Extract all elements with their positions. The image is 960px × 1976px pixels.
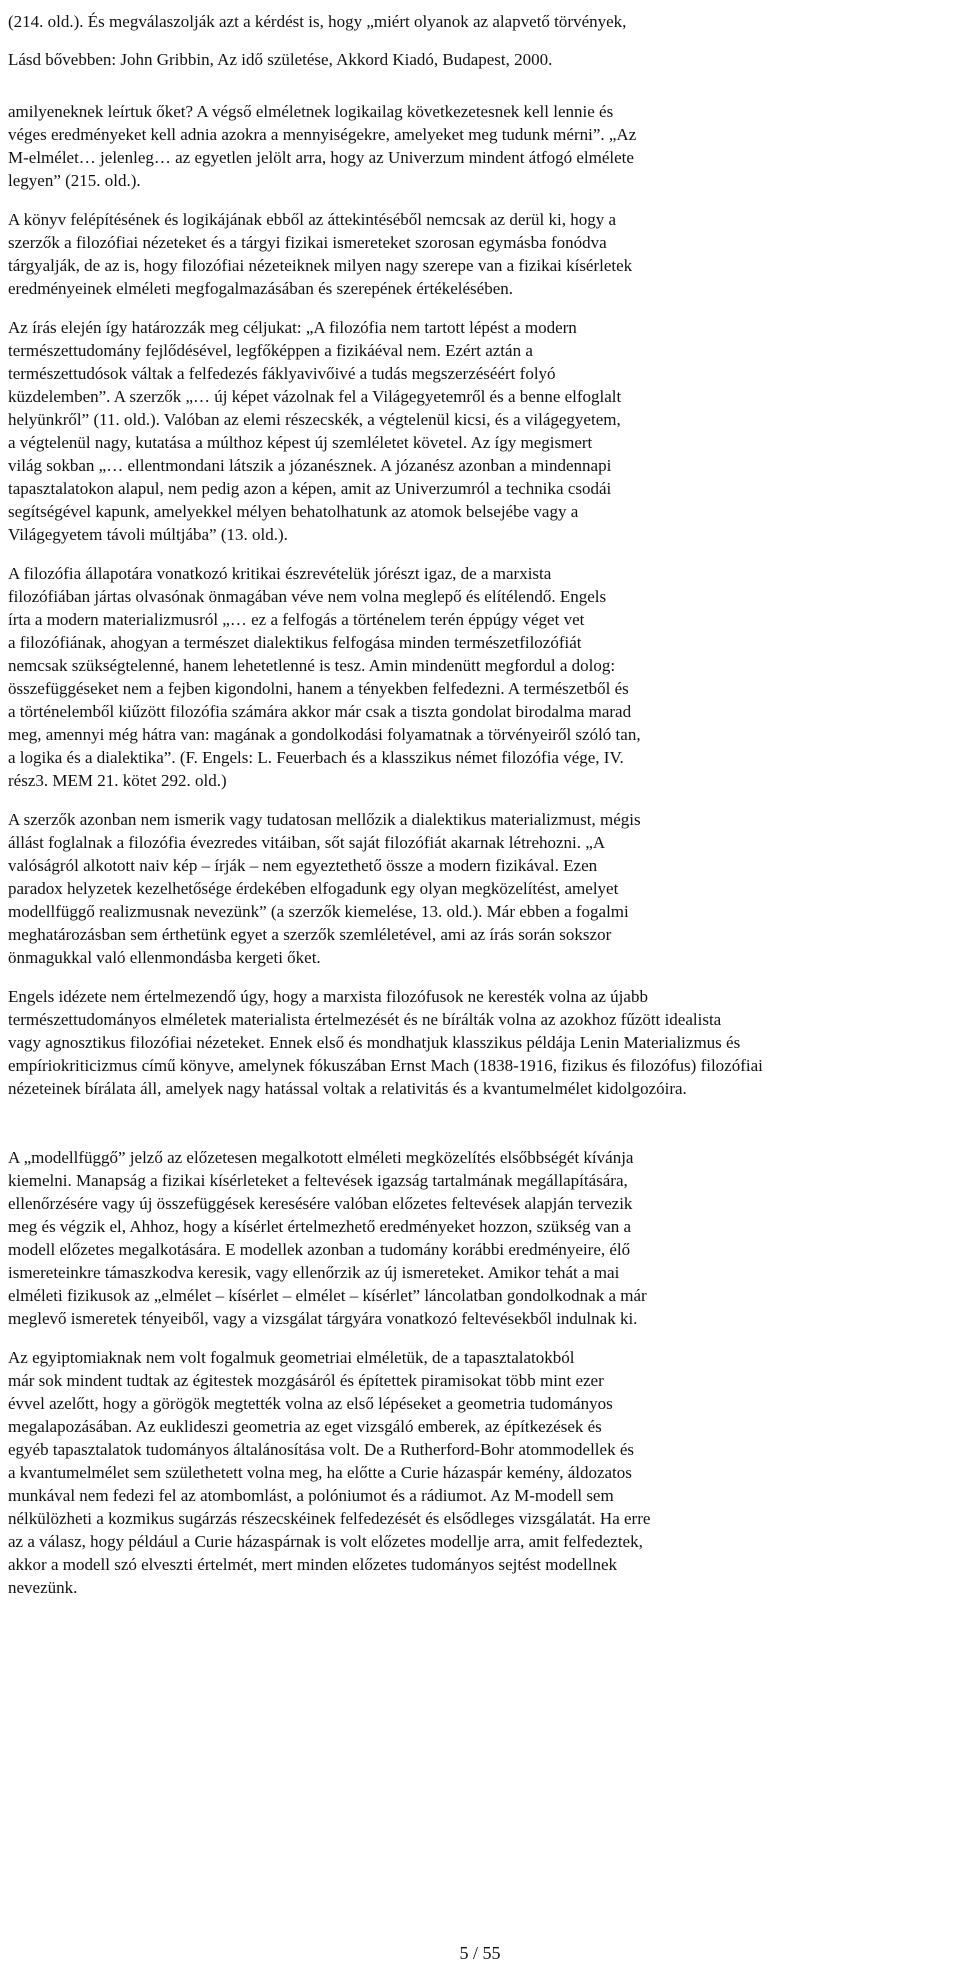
text-line: rész3. MEM 21. kötet 292. old.)	[8, 771, 227, 790]
text-line: összefüggéseket nem a fejben kigondolni, hanem a tényekben felfedezni. A természetből és	[8, 679, 629, 698]
text-line: legyen” (215. old.).	[8, 171, 141, 190]
text-line: megalapozásában. Az euklideszi geometria az eget vizsgáló emberek, az építkezések és	[8, 1417, 602, 1436]
text-line: Az írás elején így határozzák meg céljukat: „A filozófia nem tartott lépést a modern	[8, 318, 577, 337]
text-line: állást foglalnak a filozófia évezredes vitáiban, sőt saját filozófiát akarnak létrehozni. „A	[8, 833, 606, 852]
page-number: 5 / 55	[459, 1943, 501, 1963]
text-line: egyéb tapasztalatok tudományos általánosítása volt. De a Rutherford-Bohr atommodellek és	[8, 1440, 634, 1459]
text-line: már sok mindent tudtak az égitestek mozgásáról és építettek piramisokat több mint ezer	[8, 1371, 604, 1390]
text-line: A szerzők azonban nem ismerik vagy tudatosan mellőzik a dialektikus materializmust, mégis	[8, 810, 641, 829]
text-line: Lásd bővebben: John Gribbin, Az idő születése, Akkord Kiadó, Budapest, 2000.	[8, 50, 553, 69]
text-line: valóságról alkotott naiv kép – írják – nem egyeztethető össze a modern fizikával. Ezen	[8, 856, 598, 875]
text-line: amilyeneknek leírtuk őket? A végső elméletnek logikailag következetesnek kell lennie és	[8, 102, 614, 121]
text-line: M-elmélet… jelenleg… az egyetlen jelölt arra, hogy az Univerzum mindent átfogó elmélete	[8, 148, 634, 167]
text-line: vagy agnosztikus filozófiai nézeteket. Ennek első és mondhatjuk klasszikus példája Lenin Materializmus és	[8, 1033, 741, 1052]
text-line: A filozófia állapotára vonatkozó kritikai észrevételük jórészt igaz, de a marxista	[8, 564, 552, 583]
text-line: paradox helyzetek kezelhetősége érdekében elfogadunk egy olyan megközelítést, amelyet	[8, 879, 619, 898]
text-line: meg, amennyi még hátra van: magának a gondolkodási folyamatnak a törvényeiről szóló tan,	[8, 725, 641, 744]
text-line: meg és végzik el, Ahhoz, hogy a kísérlet értelmezhető eredményeket hozzon, szükség van a	[8, 1217, 632, 1236]
text-line: a történelemből kiűzött filozófia számára akkor már csak a tiszta gondolat birodalma marad	[8, 702, 632, 721]
text-line: a filozófiának, ahogyan a természet dialektikus felfogása minden természetfilozófiát	[8, 633, 582, 652]
text-line: világ sokban „… ellentmondani látszik a józanésznek. A józanész azonban a mindennapi	[8, 456, 612, 475]
text-line: nélkülözheti a kozmikus sugárzás részecskéinek felfedezését és elsődleges vizsgálatát. Ha erre	[8, 1509, 651, 1528]
text-line: küzdelemben”. A szerzők „… új képet vázolnak fel a Világegyetemről és a benne elfoglalt	[8, 387, 622, 406]
text-line: Az egyiptomiaknak nem volt fogalmuk geometriai elméletük, de a tapasztalatokból	[8, 1348, 575, 1367]
text-line: természettudományos elméletek materialista értelmezését és ne bírálták volna az azokhoz fűzött idealista	[8, 1010, 722, 1029]
text-line: a kvantumelmélet sem születhetett volna meg, ha előtte a Curie házaspár kemény, áldozatos	[8, 1463, 632, 1482]
text-line: a végtelenül nagy, kutatása a múlthoz képest új szemléletet követel. Az így megismert	[8, 433, 593, 452]
text-line: munkával nem fedezi fel az atombomlást, a polóniumot és a rádiumot. Az M-modell sem	[8, 1486, 614, 1505]
text-line: eredményeinek elméleti megfogalmazásában és szerepének értékelésében.	[8, 279, 514, 298]
text-line: meghatározásban sem érthetünk egyet a szerzők szemléletével, ami az írás során sokszor	[8, 925, 612, 944]
text-line: tapasztalatokon alapul, nem pedig azon a képen, amit az Univerzumról a technika csodái	[8, 479, 612, 498]
text-line: önmagukkal való ellenmondásba kergeti őket.	[8, 948, 321, 967]
text-line: akkor a modell szó elveszti értelmét, mert minden előzetes tudományos sejtést modellnek	[8, 1555, 617, 1574]
text-line: Engels idézete nem értelmezendő úgy, hogy a marxista filozófusok ne keresték volna az újabb	[8, 987, 648, 1006]
text-line: (214. old.). És megválaszolják azt a kérdést is, hogy „miért olyanok az alapvető törvények,	[8, 12, 627, 31]
text-line: tárgyalják, de az is, hogy filozófiai nézeteiknek milyen nagy szerepe van a fizikai kísérletek	[8, 256, 633, 275]
text-line: ismereteinkre támaszkodva keresik, vagy ellenőrzik az új ismereteket. Amikor tehát a mai	[8, 1263, 620, 1282]
text-line: Világegyetem távoli múltjába” (13. old.).	[8, 525, 288, 544]
text-line: természettudomány fejlődésével, legfőképpen a fizikáéval nem. Ezért aztán a	[8, 341, 533, 360]
text-line: véges eredményeket kell adnia azokra a mennyiségekre, amelyeket meg tudunk mérni”. „Az	[8, 125, 637, 144]
text-line: nemcsak szükségtelenné, hanem lehetetlenné is tesz. Amin mindenütt megfordul a dolog:	[8, 656, 616, 675]
text-line: segítségével kapunk, amelyekkel mélyen behatolhatunk az atomok belsejébe vagy a	[8, 502, 579, 521]
text-line: kiemelni. Manapság a fizikai kísérleteket a feltevések igazság tartalmának megállapítására,	[8, 1171, 628, 1190]
text-line: A „modellfüggő” jelző az előzetesen megalkotott elméleti megközelítés elsőbbségét kívánja	[8, 1148, 634, 1167]
text-line: az a válasz, hogy például a Curie házaspárnak is volt előzetes modellje arra, amit felfedeztek,	[8, 1532, 643, 1551]
text-line: filozófiában jártas olvasónak önmagában véve nem volna meglepő és elítélendő. Engels	[8, 587, 607, 606]
text-line: nevezünk.	[8, 1578, 78, 1597]
text-line: modellfüggő realizmusnak nevezünk” (a szerzők kiemelése, 13. old.). Már ebben a fogalmi	[8, 902, 629, 921]
text-line: szerzők a filozófiai nézeteket és a tárgyi fizikai ismereteket szorosan egymásba fonódva	[8, 233, 607, 252]
text-line: természettudósok váltak a felfedezés fáklyavivőivé a tudás megszerzéséért folyó	[8, 364, 556, 383]
text-line: a logika és a dialektika”. (F. Engels: L. Feuerbach és a klasszikus német filozófia vége, IV.	[8, 748, 624, 767]
text-line: meglevő ismeretek tényeiből, vagy a vizsgálat tárgyára vonatkozó feltevésekből indulnak ki.	[8, 1309, 638, 1328]
text-line: modell előzetes megalkotására. E modellek azonban a tudomány korábbi eredményeire, élő	[8, 1240, 631, 1259]
text-line: ellenőrzésére vagy új összefüggések keresésére valóban előzetes feltevések alapján tervezik	[8, 1194, 633, 1213]
text-line: empíriokriticizmus című könyve, amelynek fókuszában Ernst Mach (1838-1916, fizikus és filozófus) filozófiai	[8, 1056, 763, 1075]
text-line: évvel azelőtt, hogy a görögök megtették volna az első lépéseket a geometria tudományos	[8, 1394, 613, 1413]
text-line: elméleti fizikusok az „elmélet – kísérlet – elmélet – kísérlet” láncolatban gondolkodnak a már	[8, 1286, 647, 1305]
text-line: A könyv felépítésének és logikájának ebből az áttekintéséből nemcsak az derül ki, hogy a	[8, 210, 617, 229]
text-line: helyünkről” (11. old.). Valóban az elemi részecskék, a végtelenül kicsi, és a világegyetem,	[8, 410, 621, 429]
text-line: nézeteinek bírálata áll, amelyek nagy hatással voltak a relativitás és a kvantumelmélet kidolgozóira.	[8, 1079, 687, 1098]
text-line: írta a modern materializmusról „… ez a felfogás a történelem terén éppúgy véget vet	[8, 610, 585, 629]
